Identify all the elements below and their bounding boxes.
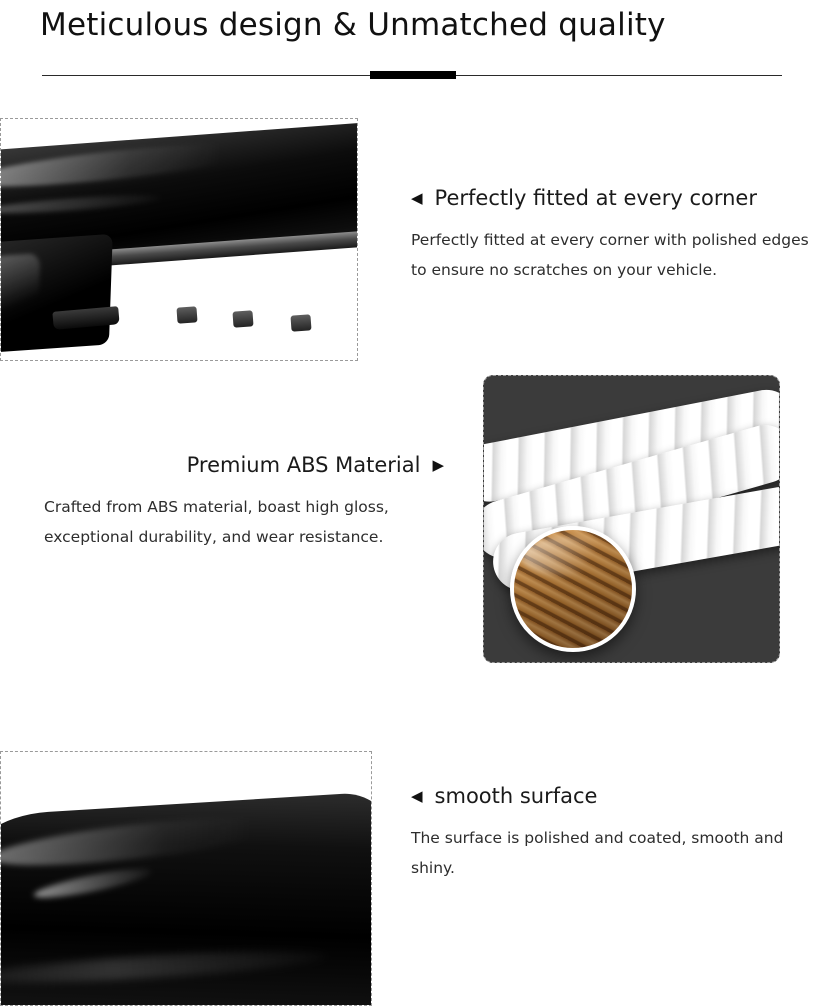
specular-highlight: [32, 863, 153, 903]
feature-heading: Premium ABS Material: [186, 453, 421, 477]
gloss-highlight: [0, 135, 265, 195]
feature-image-abs-material: [483, 375, 780, 663]
clip-tab: [176, 306, 197, 323]
clip-tab: [290, 314, 311, 331]
divider-accent-bar: [370, 71, 456, 79]
arrow-right-icon: ▶: [432, 456, 444, 475]
feature-text-abs-material: [44, 453, 444, 553]
feature-heading-row: [411, 186, 811, 211]
magnifier-circle: [510, 526, 636, 652]
feature-text-smooth-surface: [411, 784, 801, 884]
corner-body-shape: [0, 791, 372, 1006]
gloss-highlight-secondary: [0, 945, 328, 989]
feature-heading: smooth surface: [434, 784, 598, 808]
clip-tab: [232, 310, 253, 327]
feature-heading-row: [44, 453, 444, 478]
feature-text-perfect-fit: [411, 186, 811, 286]
trim-side-wing: [0, 234, 113, 354]
feature-heading: Perfectly fitted at every corner: [434, 186, 757, 210]
feature-image-smooth-surface: [0, 751, 372, 1006]
header-divider: [22, 63, 802, 91]
feature-body: Perfectly fitted at every corner with polished edges to ensure no scratches on your vehicle.: [411, 231, 809, 280]
gloss-highlight: [0, 253, 40, 328]
gloss-highlight-secondary: [0, 192, 162, 217]
page-title: Meticulous design & Unmatched quality: [40, 7, 666, 43]
feature-heading-row: [411, 784, 801, 809]
feature-body: The surface is polished and coated, smooth and shiny.: [411, 829, 784, 878]
gloss-highlight: [0, 808, 281, 875]
feature-body: Crafted from ABS material, boast high gloss, exceptional durability, and wear resistance.: [44, 498, 389, 547]
arrow-left-icon: ◀: [411, 787, 423, 806]
page-header: [0, 6, 820, 45]
feature-image-perfect-fit: [0, 118, 358, 361]
arrow-left-icon: ◀: [411, 189, 423, 208]
gloss-highlight: [522, 536, 618, 576]
